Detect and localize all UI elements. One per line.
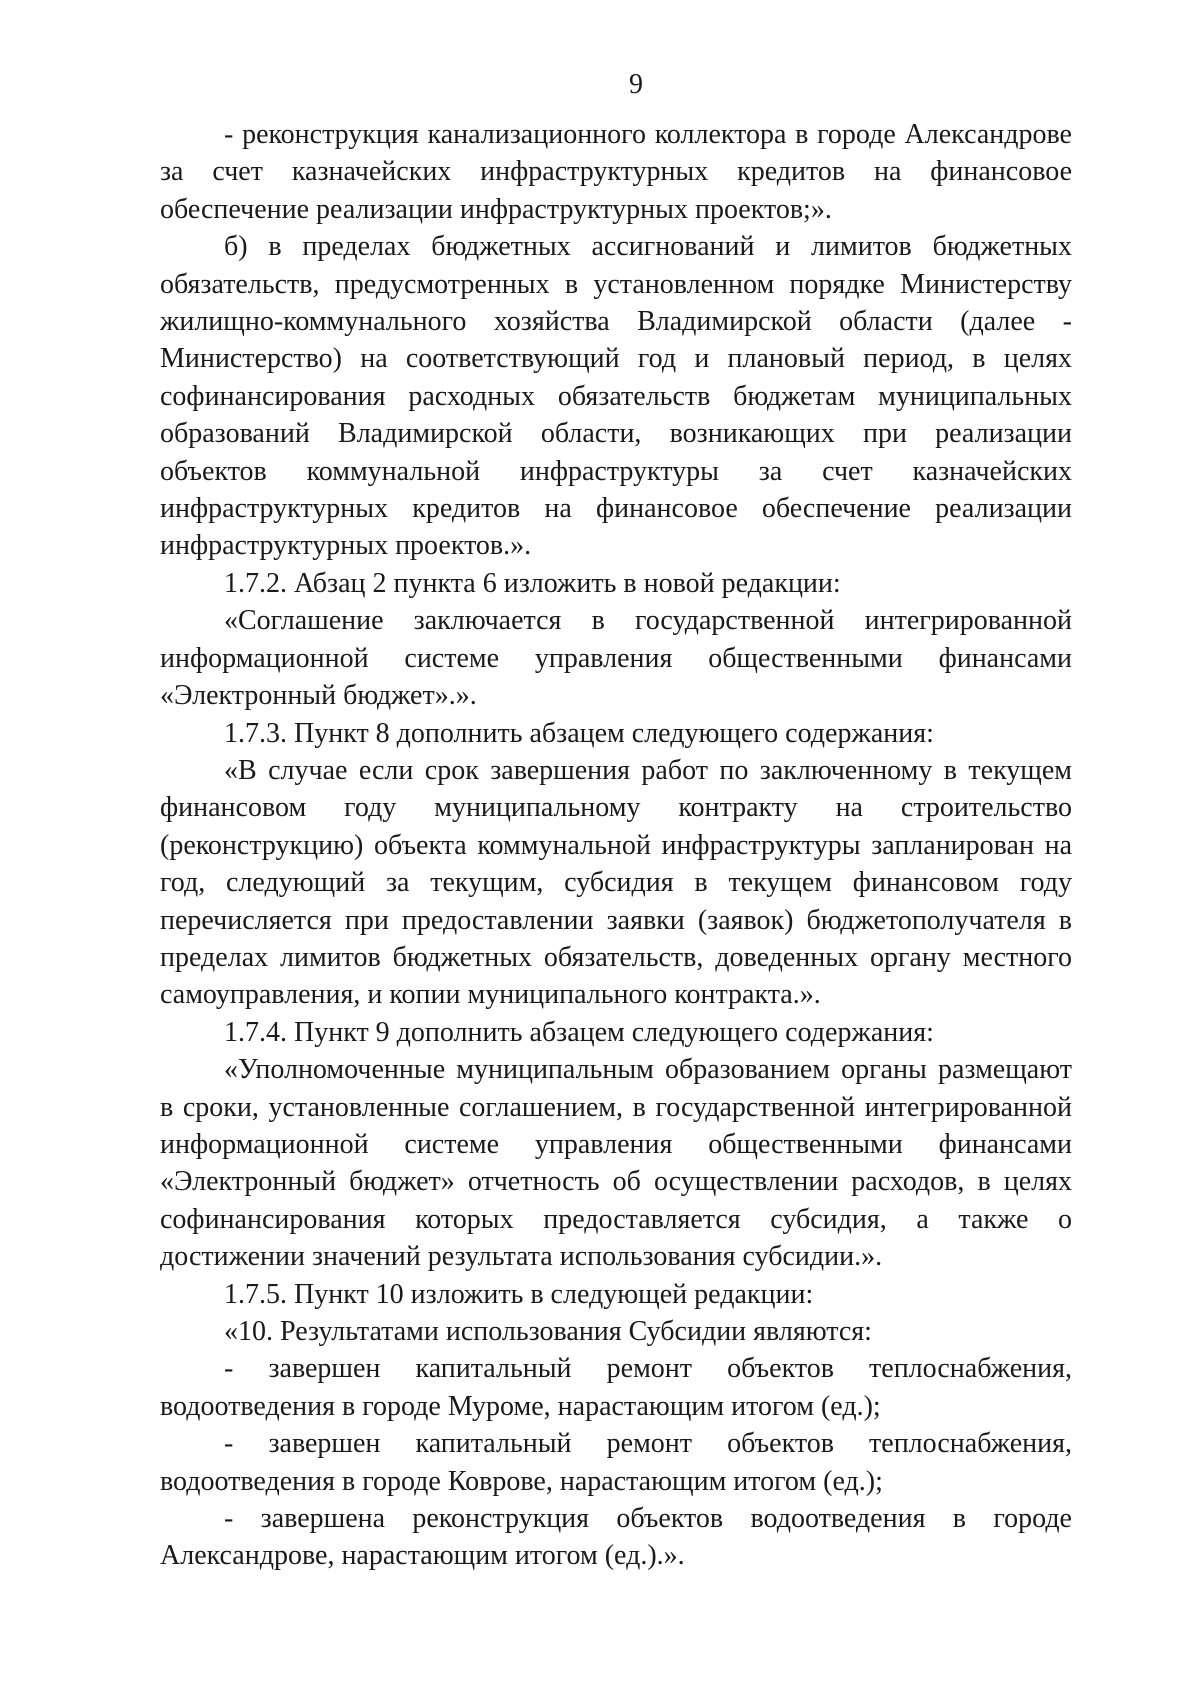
paragraph-subsidy-limits: б) в пределах бюджетных ассигнований и лимитов бюджетных обязательств, предусмотренных в установленном порядке Министерству жилищно-коммунального хозяйства Владимирской области (далее - Министерство) на соответствующий год и плановый период, в целях софинансирования расходных обязательств бюджетам муниципальных образований Владимирской области, возникающих при реализации объектов коммунальной инфраструктуры за счет казначейских инфраструктурных кредитов на финансовое обеспечение реализации инфраструктурных проектов.».: [160, 231, 1072, 562]
paragraph-agreement-electronic-budget: «Соглашение заключается в государственной интегрированной информационной системе управления общественными финансами «Электронный бюджет».».: [160, 605, 1072, 712]
paragraph-item-1-7-3: 1.7.3. Пункт 8 дополнить абзацем следующего содержания:: [224, 717, 934, 749]
list-item-aleksandrov: - завершена реконструкция объектов водоотведения в городе Александрове, нарастающим итогом (ед.).».: [160, 1503, 1072, 1572]
paragraph-authorized-bodies: «Уполномоченные муниципальным образованием органы размещают в сроки, установленные соглашением, в государственной интегрированной информационной системе управления общественными финансами «Электронный бюджет» отчетность об осуществлении расходов, в целях софинансирования которых предоставляется субсидия, а также о достижении значений результата использования субсидии.».: [160, 1054, 1072, 1273]
paragraph-item-1-7-2: 1.7.2. Абзац 2 пункта 6 изложить в новой редакции:: [224, 567, 841, 599]
paragraph-completion-deadline: «В случае если срок завершения работ по заключенному в текущем финансовом году муниципальному контракту на строительство (реконструкцию) объекта коммунальной инфраструктуры запланирован на год, следующий за текущим, субсидия в текущем финансовом году перечисляется при предоставлении заявки (заявок) бюджетополучателя в пределах лимитов бюджетных обязательств, доведенных органу местного самоуправления, и копии муниципального контракта.».: [160, 754, 1072, 1011]
paragraph-item-1-7-5: 1.7.5. Пункт 10 изложить в следующей редакции:: [224, 1278, 814, 1310]
list-item-murom: - завершен капитальный ремонт объектов теплоснабжения, водоотведения в городе Муроме, нарастающим итогом (ед.);: [160, 1353, 1072, 1422]
paragraph-results-heading: «10. Результатами использования Субсидии являются:: [224, 1316, 872, 1347]
paragraph-reconstruction-collector: - реконструкция канализационного коллектора в городе Александрове за счет казначейских инфраструктурных кредитов на финансовое обеспечение реализации инфраструктурных проектов;».: [160, 119, 1072, 225]
page-number: 9: [629, 69, 643, 100]
document-body: [160, 116, 1072, 1575]
list-item-kovrov: - завершен капитальный ремонт объектов теплоснабжения, водоотведения в городе Коврове, нарастающим итогом (ед.);: [160, 1428, 1072, 1497]
paragraph-item-1-7-4: 1.7.4. Пункт 9 дополнить абзацем следующего содержания:: [224, 1016, 934, 1048]
